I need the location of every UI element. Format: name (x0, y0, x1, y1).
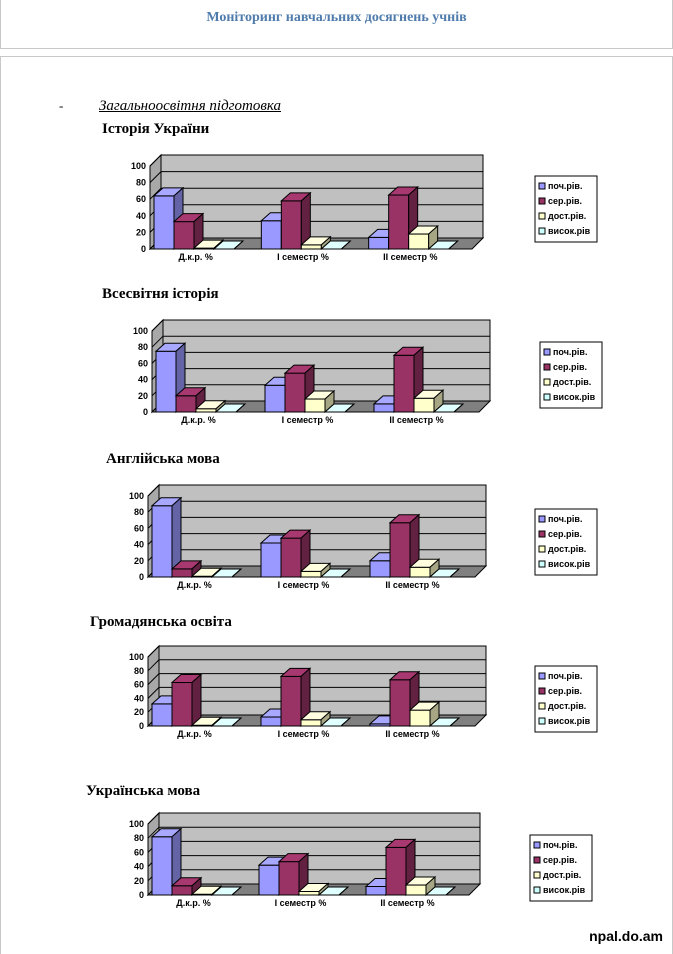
y-tick-label: 0 (138, 890, 144, 900)
legend-swatch (534, 872, 540, 878)
y-tick-label: 0 (138, 572, 144, 582)
watermark: npal.do.am (589, 928, 663, 944)
legend-label: дост.рів. (548, 544, 587, 554)
chart-back-wall (159, 813, 480, 884)
legend-label: висок.рів (548, 716, 591, 726)
x-tick-label: ІІ семестр % (385, 729, 440, 739)
legend-label: висок.рів (553, 392, 596, 402)
legend-swatch (534, 887, 540, 893)
section-title: Загальноосвітня підготовка (99, 98, 282, 114)
y-tick-label: 40 (135, 210, 146, 221)
chart-title-civic: Громадянська освіта (90, 614, 232, 630)
y-tick-label: 100 (128, 652, 144, 662)
legend-label: дост.рів. (543, 870, 582, 880)
y-tick-label: 100 (130, 161, 146, 171)
x-tick-label: ІІ семестр % (385, 580, 440, 590)
bar (406, 885, 426, 895)
bar (299, 891, 319, 895)
x-tick-label: ІІ семестр % (380, 898, 435, 908)
y-tick-label: 60 (137, 358, 148, 369)
page-title: Моніторинг навчальних досягнень учнів (206, 10, 467, 25)
bar (172, 886, 192, 895)
y-tick-label: 60 (133, 679, 144, 690)
y-tick-label: 40 (133, 861, 144, 872)
y-tick-label: 100 (128, 819, 144, 829)
legend-label: висок.рів (548, 226, 591, 236)
y-tick-label: 0 (142, 407, 148, 417)
y-tick-label: 20 (135, 227, 146, 238)
y-tick-label: 80 (135, 177, 146, 188)
legend-swatch (534, 857, 540, 863)
x-tick-label: Д.к.р. % (178, 252, 213, 262)
legend-label: поч.рів. (543, 840, 578, 850)
legend-label: сер.рів. (548, 686, 583, 696)
legend-label: сер.рів. (553, 362, 588, 372)
y-tick-label: 80 (133, 507, 144, 518)
bar (152, 837, 172, 895)
x-tick-label: І семестр % (277, 580, 330, 590)
legend-label: поч.рів. (548, 671, 583, 681)
legend-swatch (534, 842, 540, 848)
legend-label: дост.рів. (553, 377, 592, 387)
y-tick-label: 80 (133, 833, 144, 844)
legend-label: поч.рів. (548, 181, 583, 191)
y-tick-label: 20 (137, 390, 148, 401)
legend-label: поч.рів. (548, 514, 583, 524)
x-tick-label: Д.к.р. % (176, 898, 211, 908)
x-tick-label: І семестр % (281, 415, 334, 425)
y-tick-label: 20 (133, 707, 144, 718)
legend-label: сер.рів. (543, 855, 578, 865)
x-tick-label: Д.к.р. % (177, 729, 212, 739)
y-tick-label: 0 (138, 721, 144, 731)
x-tick-label: ІІ семестр % (389, 415, 444, 425)
legend-label: сер.рів. (548, 196, 583, 206)
bar (279, 862, 299, 895)
y-tick-label: 80 (133, 665, 144, 676)
y-tick-label: 20 (133, 875, 144, 886)
y-tick-label: 40 (137, 374, 148, 385)
legend-label: сер.рів. (548, 529, 583, 539)
bar (366, 886, 386, 895)
y-tick-label: 100 (128, 491, 144, 501)
y-tick-label: 0 (140, 244, 146, 254)
x-tick-label: І семестр % (274, 898, 327, 908)
x-tick-label: ІІ семестр % (383, 252, 438, 262)
legend-label: висок.рів (543, 885, 586, 895)
y-tick-label: 60 (135, 194, 146, 205)
list-dash: - (59, 98, 64, 113)
x-tick-label: І семестр % (277, 729, 330, 739)
chart-title-ukrainian: Українська мова (86, 783, 201, 799)
bar (386, 847, 406, 895)
chart-title-world-history: Всесвітня історія (102, 286, 219, 302)
bar (259, 865, 279, 895)
y-tick-label: 40 (133, 539, 144, 550)
y-tick-label: 40 (133, 693, 144, 704)
legend-label: поч.рів. (553, 347, 588, 357)
y-tick-label: 100 (132, 326, 148, 336)
legend-label: дост.рів. (548, 701, 587, 711)
x-tick-label: Д.к.р. % (177, 580, 212, 590)
y-tick-label: 20 (133, 555, 144, 566)
x-tick-label: Д.к.р. % (181, 415, 216, 425)
chart-title-english: Англійська мова (106, 451, 220, 467)
y-tick-label: 60 (133, 847, 144, 858)
y-tick-label: 60 (133, 523, 144, 534)
legend-label: висок.рів (548, 559, 591, 569)
legend-label: дост.рів. (548, 211, 587, 221)
y-tick-label: 80 (137, 342, 148, 353)
chart-title-history-ukraine: Історія України (102, 121, 210, 137)
x-tick-label: І семестр % (277, 252, 329, 262)
